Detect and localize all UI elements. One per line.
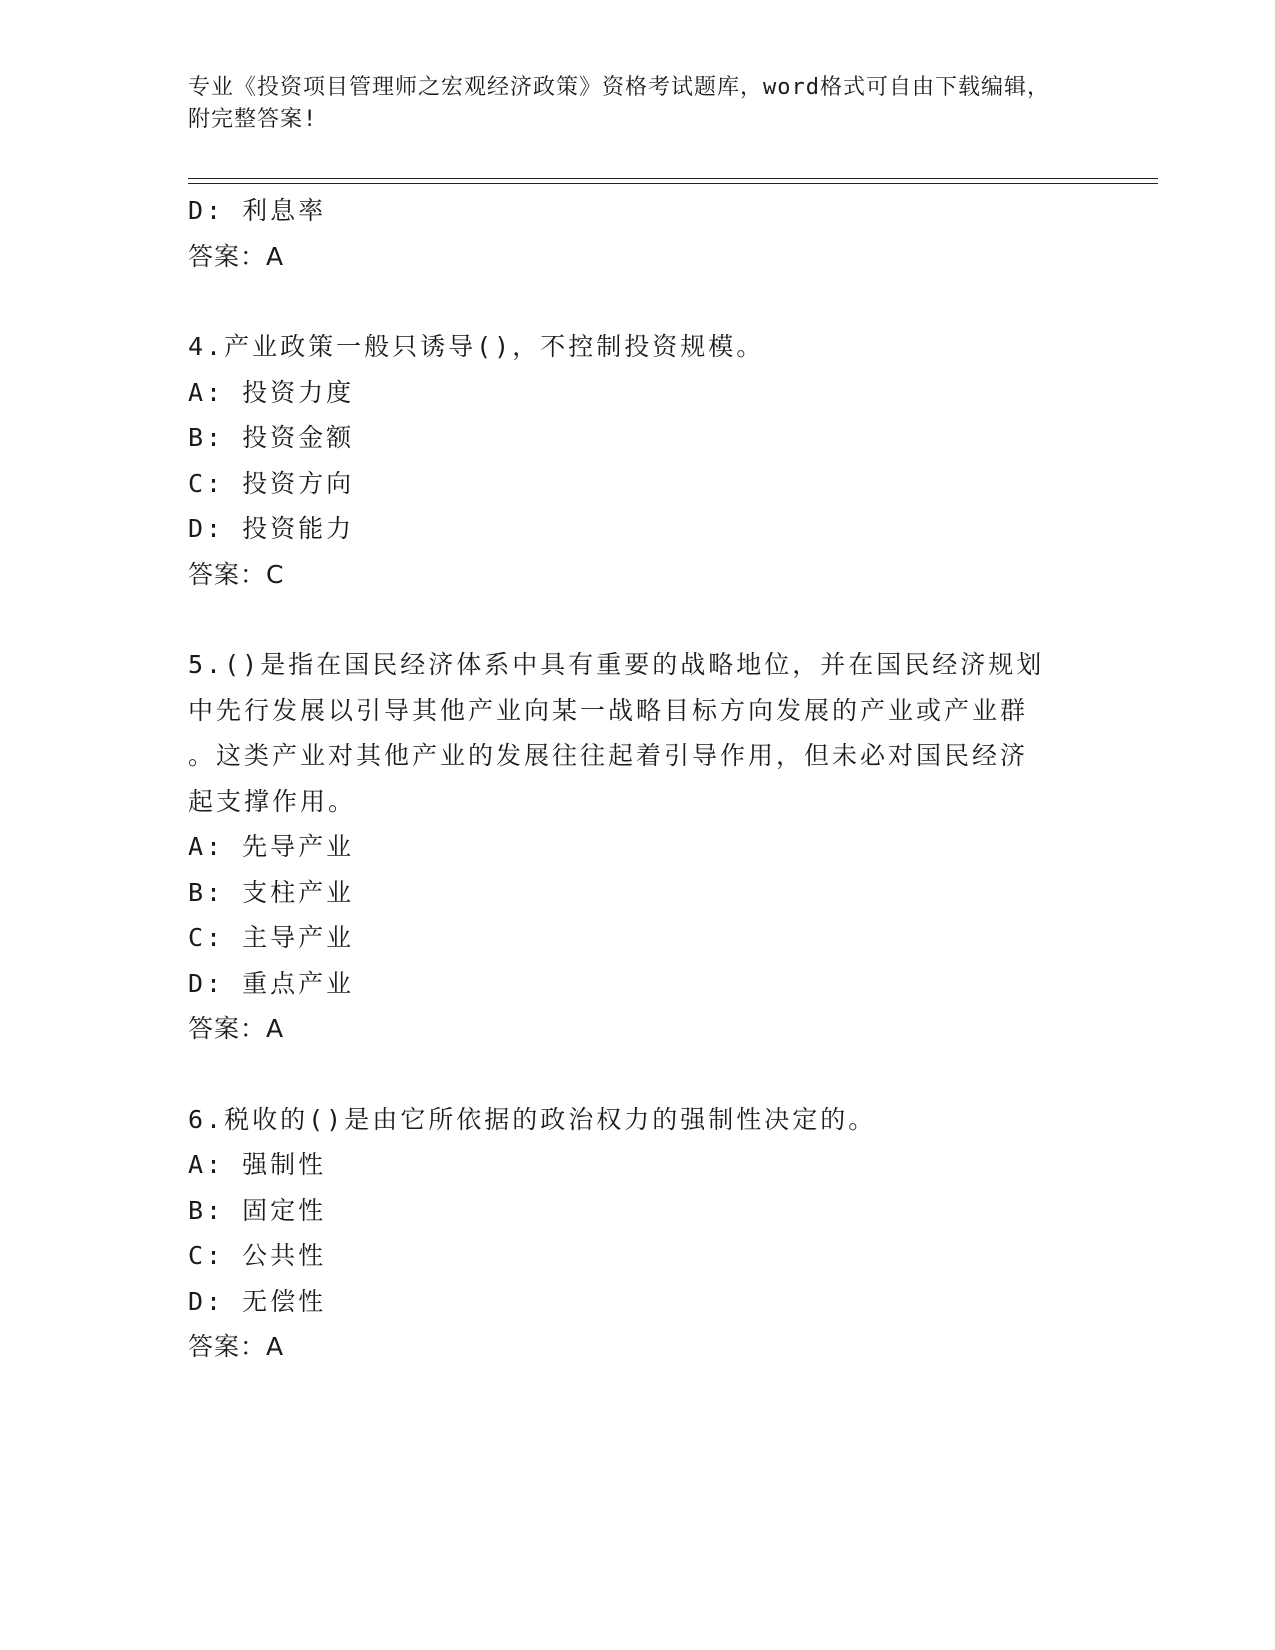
question-5 — [188, 642, 1068, 1052]
answer-line: 答案：C — [188, 559, 285, 589]
option-b: B: 投资金额 — [188, 423, 355, 452]
header-divider-bottom — [188, 183, 1158, 184]
option-a: A: 强制性 — [188, 1150, 327, 1179]
question-text-line: 起支撑作用。 — [188, 786, 357, 816]
question-text: 4.产业政策一般只诱导()，不控制投资规模。 — [188, 332, 765, 361]
option-d: D: 无偿性 — [188, 1286, 327, 1316]
option-d: D: 利息率 — [188, 196, 327, 225]
option-c: C: 投资方向 — [188, 468, 355, 498]
question-6 — [188, 1097, 1068, 1370]
option-b: B: 固定性 — [188, 1195, 327, 1225]
option-d: D: 重点产业 — [188, 968, 355, 998]
question-text-line: 中先行发展以引导其他产业向某一战略目标方向发展的产业或产业群 — [188, 695, 1029, 725]
document-header: 专业《投资项目管理师之宏观经济政策》资格考试题库，word格式可自由下载编辑，附完整答案! — [188, 75, 1050, 132]
option-a: A: 先导产业 — [188, 832, 355, 861]
option-c: C: 公共性 — [188, 1241, 327, 1270]
question-4 — [188, 324, 1068, 597]
option-d: D: 投资能力 — [188, 514, 355, 543]
carryover-block — [188, 188, 1068, 279]
header-divider-top — [188, 178, 1158, 179]
option-a: A: 投资力度 — [188, 377, 355, 407]
question-text-line: 。这类产业对其他产业的发展往往起着引导作用，但未必对国民经济 — [188, 741, 1029, 770]
answer-line: 答案：A — [188, 241, 285, 271]
question-list — [188, 188, 1068, 1370]
option-b: B: 支柱产业 — [188, 877, 355, 907]
option-c: C: 主导产业 — [188, 923, 355, 952]
question-text-line: 5.()是指在国民经济体系中具有重要的战略地位，并在国民经济规划 — [188, 650, 1045, 679]
answer-line: 答案：A — [188, 1014, 285, 1043]
question-text: 6.税收的()是由它所依据的政治权力的强制性决定的。 — [188, 1104, 877, 1134]
answer-line: 答案：A — [188, 1332, 285, 1361]
